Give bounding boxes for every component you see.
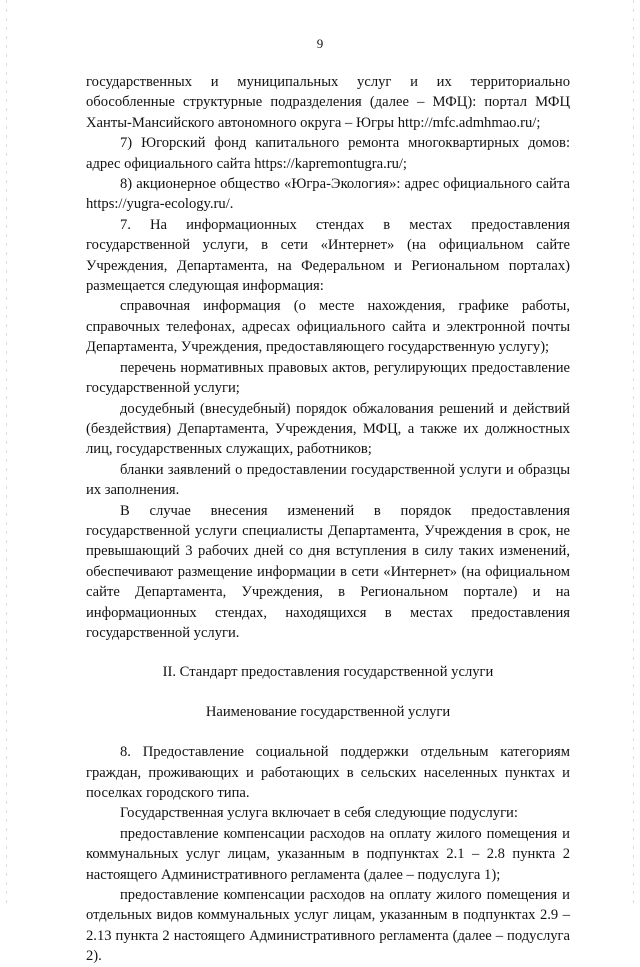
paragraph-changes: В случае внесения изменений в порядок предоставления государственной услуги специалисты Департамента, Учреждения в срок, не превышающий 3 рабочих дней со дня вступления в силу таких изменений, обеспечивают размещение информации в сети «Интернет» (на официальном сайте Департамента, Учреждения, в Региональном портале) и на информационных стендах, находящихся в местах предоставления государственной услуги.: [86, 502, 570, 641]
list-item-8: 8) акционерное общество «Югра-Экология»: адрес официального сайта https://yugra-ecology.ru/.: [86, 176, 570, 213]
list-item-forms: бланки заявлений о предоставлении государственной услуги и образцы их заполнения.: [86, 461, 570, 499]
page-number: 9: [316, 36, 324, 51]
subsection-title: Наименование государственной услуги: [205, 703, 451, 720]
list-item-7: 7) Югорский фонд капитального ремонта многоквартирных домов: адрес официального сайта https://kapremontugra.ru/;: [86, 135, 570, 172]
paragraph-7: 7. На информационных стендах в местах предоставления государственной услуги, в сети «Интернет» (на официальном сайте Учреждения, Департамента, на Федеральном и Региональном порталах) размещается следующая информация:: [86, 216, 570, 295]
paragraph-8: 8. Предоставление социальной поддержки отдельным категориям граждан, проживающих и работающих в сельских населенных пунктах и поселках городского типа.: [86, 744, 570, 801]
list-item-regulations: перечень нормативных правовых актов, регулирующих предоставление государственной услуги;: [86, 359, 570, 397]
list-item-reference-info: справочная информация (о месте нахождения, графике работы, справочных телефонах, адресах официального сайта и электронной почты Департамента, Учреждения, предоставляющего государственную услугу);: [86, 298, 570, 356]
document-body: [86, 72, 570, 967]
list-item-subservice-1: предоставление компенсации расходов на оплату жилого помещения и коммунальных услуг лицам, указанным в подпунктах 2.1 – 2.8 пункта 2 настоящего Административного регламента (далее – подуслуга 1);: [86, 825, 570, 883]
paragraph-subservices: Государственная услуга включает в себя следующие подуслуги:: [120, 805, 518, 822]
section-title: II. Стандарт предоставления государственной услуги: [162, 664, 494, 681]
paragraph-mfc-portal: государственных и муниципальных услуг и их территориально обособленные структурные подразделения (далее – МФЦ): портал МФЦ Ханты-Мансийского автономного округа – Югры http://mfc.admhmao.ru/;: [86, 74, 570, 131]
list-item-appeal-procedure: досудебный (внесудебный) порядок обжалования решений и действий (бездействия) Департамента, Учреждения, МФЦ, а также их должностных лиц, государственных служащих, работников;: [86, 400, 570, 458]
scan-edge-left: [6, 0, 7, 905]
list-item-subservice-2: предоставление компенсации расходов на оплату жилого помещения и отдельных видов коммунальных услуг лицам, указанным в подпунктах 2.9 – 2.13 пункта 2 настоящего Административного регламента (далее – подуслуга 2).: [86, 887, 570, 965]
scan-edge-right: [633, 0, 634, 905]
